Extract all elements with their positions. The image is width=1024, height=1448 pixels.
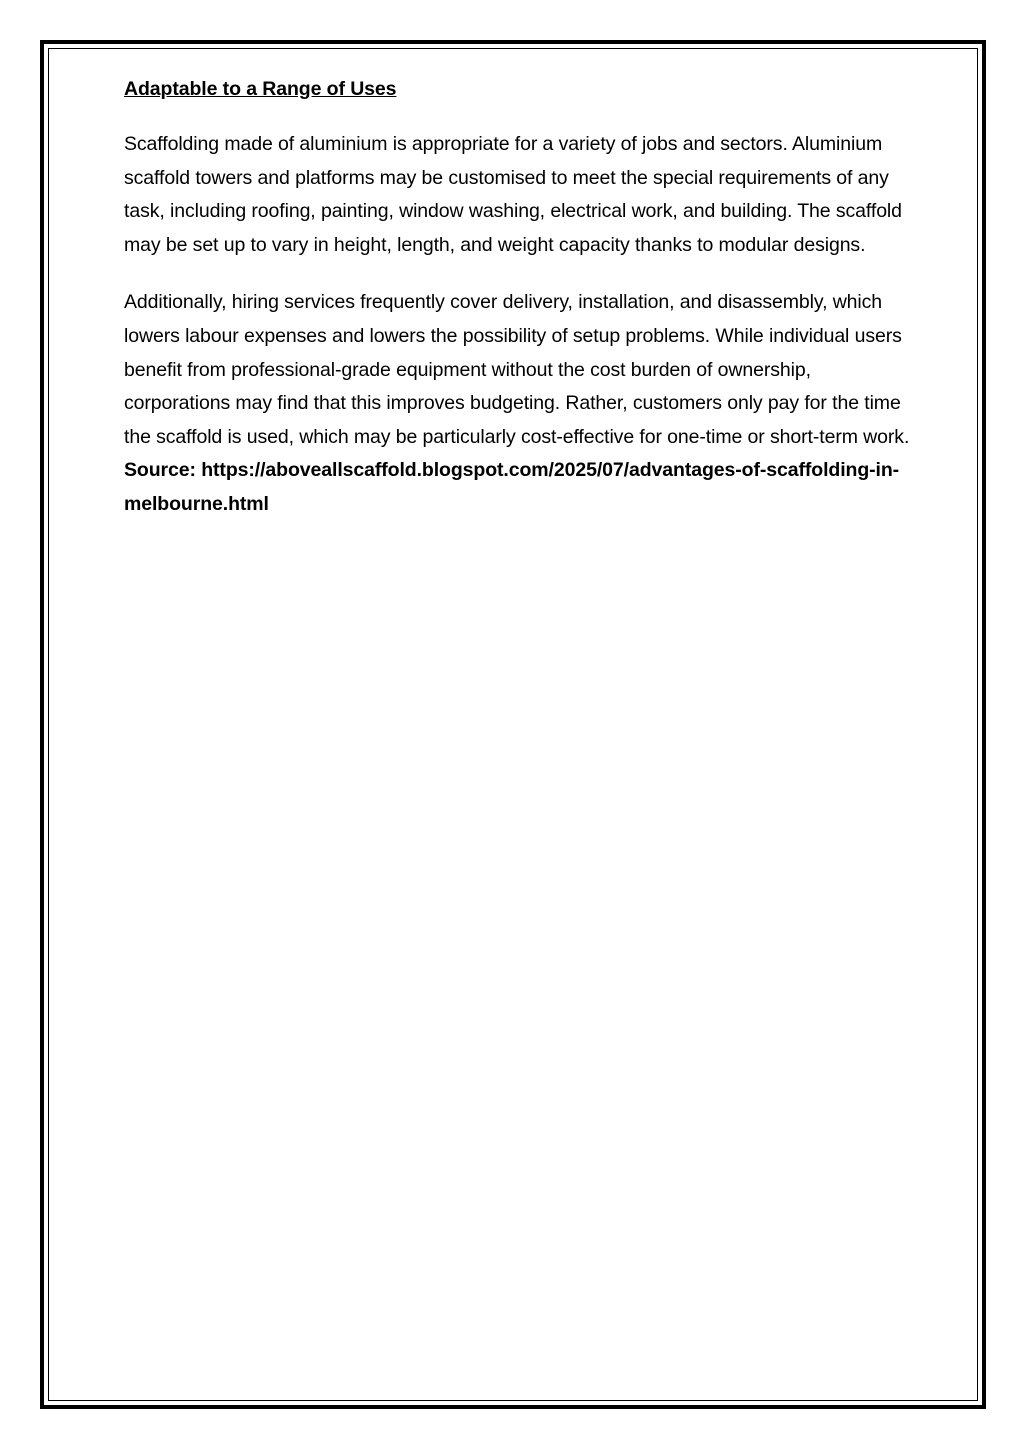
paragraph-hiring: Additionally, hiring services frequently cover delivery, installation, and disassembly, which lowers labour expenses and lowers the possibility of setup problems. While individual users benefit from professional-grade equipment without the cost burden of ownership, corporations may find that this improves budgeting. Rather, customers only pay for the time the scaffold is used, which may be particularly cost-effective for one-time or short-term work. <box>124 291 910 448</box>
source-link-text: Source: https://aboveallscaffold.blogspot.com/2025/07/advantages-of-scaffolding-in-melbourne.html <box>124 459 900 515</box>
section-heading: Adaptable to a Range of Uses <box>124 78 397 100</box>
paragraph-uses: Scaffolding made of aluminium is appropriate for a variety of jobs and sectors. Aluminium scaffold towers and platforms may be customised to meet the special requirements of any task, including roofing, painting, window washing, electrical work, and building. The scaffold may be set up to vary in height, length, and weight capacity thanks to modular designs. <box>124 133 902 256</box>
document-body <box>124 74 914 522</box>
